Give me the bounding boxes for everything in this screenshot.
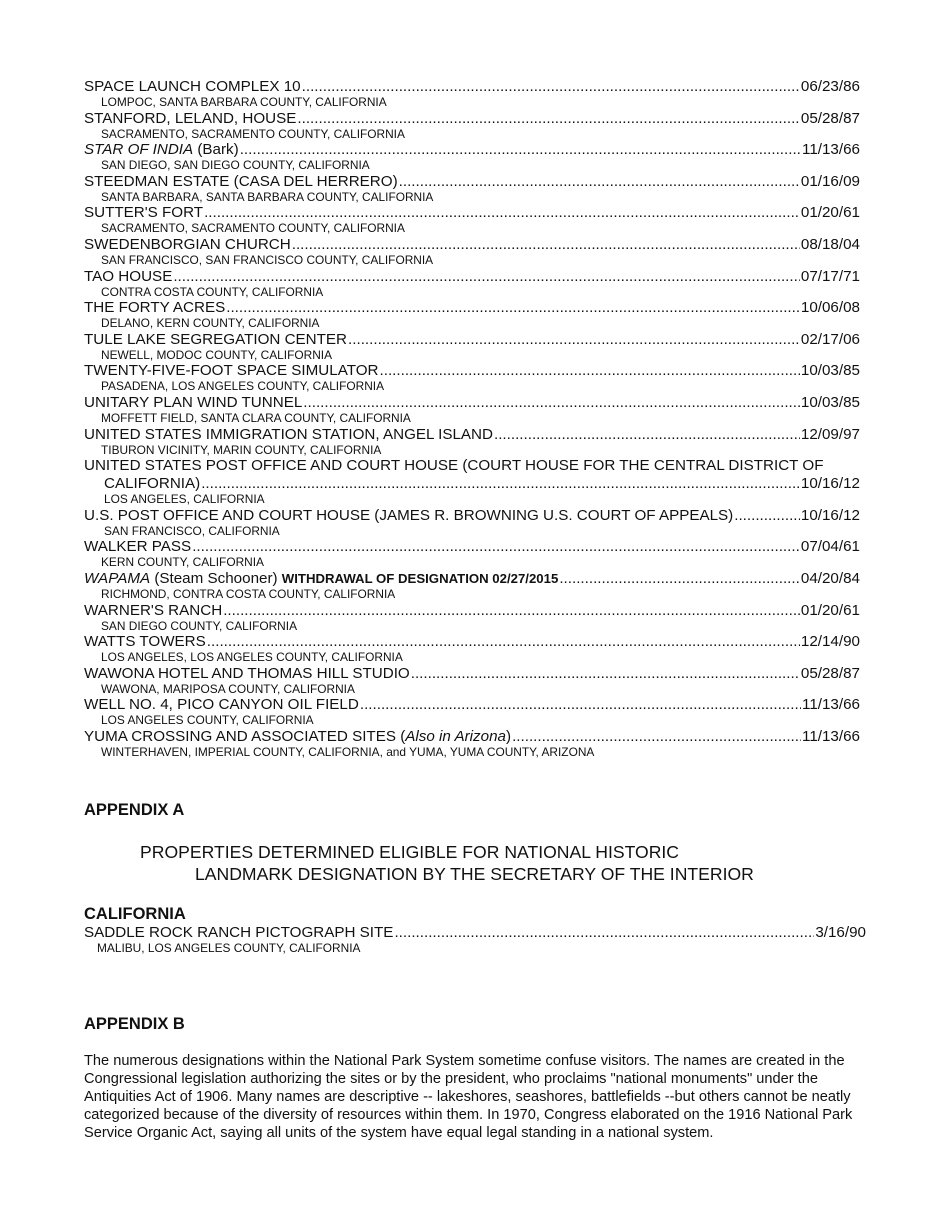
landmark-entry	[84, 331, 860, 363]
landmark-location: SACRAMENTO, SACRAMENTO COUNTY, CALIFORNIA	[101, 221, 405, 236]
landmark-entry	[84, 173, 860, 205]
designation-date: 04/20/84	[800, 569, 860, 587]
appendix-a-title-line2: LANDMARK DESIGNATION BY THE SECRETARY OF THE INTERIOR	[195, 864, 754, 884]
designation-date: 11/13/66	[802, 141, 860, 159]
designation-date: 06/23/86	[800, 78, 860, 95]
landmark-location: SAN DIEGO COUNTY, CALIFORNIA	[101, 618, 298, 633]
landmark-name: UNITED STATES IMMIGRATION STATION, ANGEL ISLAND	[84, 425, 493, 443]
landmark-entry	[84, 204, 860, 236]
landmark-entry	[84, 268, 860, 300]
landmark-location: SACRAMENTO, SACRAMENTO COUNTY, CALIFORNIA	[101, 126, 405, 141]
landmark-name: SWEDENBORGIAN CHURCH	[84, 235, 291, 253]
landmark-entry	[84, 633, 860, 665]
landmark-name: TULE LAKE SEGREGATION CENTER	[84, 330, 348, 348]
landmark-location: SAN FRANCISCO, CALIFORNIA	[104, 523, 280, 538]
leader-dots	[360, 696, 801, 713]
withdrawal-note: WITHDRAWAL OF DESIGNATION 02/27/2015	[281, 570, 559, 586]
leader-dots	[559, 570, 800, 587]
landmark-name: WAWONA HOTEL AND THOMAS HILL STUDIO	[84, 664, 410, 682]
landmark-location: SAN DIEGO, SAN DIEGO COUNTY, CALIFORNIA	[101, 158, 370, 173]
landmark-name: TAO HOUSE	[84, 267, 173, 285]
landmark-name: SUTTER'S FORT	[84, 204, 204, 222]
leader-dots	[292, 236, 800, 253]
landmark-name	[84, 570, 558, 587]
landmark-entry	[84, 362, 860, 394]
landmark-location: MOFFETT FIELD, SANTA CLARA COUNTY, CALIFORNIA	[101, 410, 411, 425]
leader-dots	[201, 475, 800, 492]
landmark-entry	[84, 426, 860, 458]
appendix-b-paragraph: The numerous designations within the National Park System sometime confuse visitors. The names are created in the Congressional legislation authorizing the sites or by the president, who proclaims "national monuments" under the Antiquities Act of 1906. Many names are descriptive -- lakeshores, seashores, battlefields --but others cannot be neatly categorized because of the diversity of resources within them. In 1970, Congress elaborated on the 1916 National Park Service Organic Act, saying all units of the system have equal legal standing in a national system.	[84, 1053, 853, 1141]
designation-date: 10/03/85	[800, 393, 860, 411]
appendix-a-title-line1: PROPERTIES DETERMINED ELIGIBLE FOR NATIONAL HISTORIC	[140, 842, 679, 862]
landmark-name: THE FORTY ACRES	[84, 299, 226, 317]
landmark-entry	[84, 236, 860, 268]
designation-date: 10/06/08	[800, 299, 860, 317]
landmark-name-line2: CALIFORNIA)	[104, 475, 201, 493]
eligible-property-entry	[84, 924, 866, 956]
landmark-name	[84, 141, 239, 158]
designation-date: 05/28/87	[800, 664, 860, 682]
leader-dots	[192, 538, 800, 555]
leader-dots	[734, 507, 800, 524]
designation-date: 11/13/66	[802, 696, 860, 714]
landmark-entry	[84, 110, 860, 142]
appendix-a-heading: APPENDIX A	[84, 801, 185, 819]
landmark-entry	[84, 78, 860, 110]
leader-dots	[512, 728, 801, 745]
state-heading: CALIFORNIA	[84, 905, 186, 923]
landmark-location: DELANO, KERN COUNTY, CALIFORNIA	[101, 316, 320, 331]
vessel-type: (Steam Schooner)	[150, 569, 282, 587]
landmark-location: NEWELL, MODOC COUNTY, CALIFORNIA	[101, 347, 333, 362]
landmark-name: WARNER'S RANCH	[84, 601, 223, 619]
landmark-location: SAN FRANCISCO, SAN FRANCISCO COUNTY, CALIFORNIA	[101, 252, 434, 267]
leader-dots	[297, 110, 799, 127]
landmark-entry	[84, 457, 860, 507]
landmark-entry	[84, 507, 860, 539]
landmark-location: LOS ANGELES, LOS ANGELES COUNTY, CALIFORNIA	[101, 650, 403, 665]
landmark-name: SPACE LAUNCH COMPLEX 10	[84, 78, 301, 95]
property-name: SADDLE ROCK RANCH PICTOGRAPH SITE	[84, 924, 394, 941]
leader-dots	[226, 299, 800, 316]
vessel-type: (Bark)	[193, 141, 239, 159]
landmark-name: STEEDMAN ESTATE (CASA DEL HERRERO)	[84, 172, 398, 190]
designation-date: 01/16/09	[800, 172, 860, 190]
designation-date: 02/17/06	[800, 330, 860, 348]
determination-date: 3/16/90	[815, 924, 866, 941]
landmark-location: LOS ANGELES, CALIFORNIA	[104, 492, 265, 507]
landmark-name: WALKER PASS	[84, 538, 192, 556]
landmark-location: SANTA BARBARA, SANTA BARBARA COUNTY, CALIFORNIA	[101, 189, 434, 204]
appendix-b-heading: APPENDIX B	[84, 1015, 185, 1033]
leader-dots	[204, 204, 800, 221]
landmark-name: UNITARY PLAN WIND TUNNEL	[84, 393, 303, 411]
landmark-entry	[84, 141, 860, 173]
landmark-location: WINTERHAVEN, IMPERIAL COUNTY, CALIFORNIA, and YUMA, YUMA COUNTY, ARIZONA	[101, 744, 595, 759]
landmark-name-line1: UNITED STATES POST OFFICE AND COURT HOUSE (COURT HOUSE FOR THE CENTRAL DISTRICT OF	[84, 457, 824, 475]
leader-dots	[207, 633, 800, 650]
landmark-entry	[84, 538, 860, 570]
landmark-name-start: YUMA CROSSING AND ASSOCIATED SITES (	[84, 727, 406, 745]
leader-dots	[302, 78, 800, 95]
landmark-location: LOMPOC, SANTA BARBARA COUNTY, CALIFORNIA	[101, 95, 387, 109]
landmark-location: PASADENA, LOS ANGELES COUNTY, CALIFORNIA	[101, 379, 385, 394]
leader-dots	[494, 426, 800, 443]
vessel-name: WAPAMA	[84, 569, 151, 587]
landmark-location: RICHMOND, CONTRA COSTA COUNTY, CALIFORNIA	[101, 586, 396, 601]
landmark-name: STANFORD, LELAND, HOUSE	[84, 109, 297, 127]
designation-date: 08/18/04	[800, 235, 860, 253]
leader-dots	[223, 602, 800, 619]
landmark-name	[84, 728, 511, 745]
designation-date: 07/04/61	[800, 538, 860, 556]
landmark-list	[84, 78, 860, 759]
landmark-entry	[84, 602, 860, 634]
landmark-name: TWENTY-FIVE-FOOT SPACE SIMULATOR	[84, 362, 379, 380]
designation-date: 12/14/90	[800, 633, 860, 651]
designation-date: 10/16/12	[800, 475, 860, 493]
designation-date: 01/20/61	[800, 601, 860, 619]
landmark-location: LOS ANGELES COUNTY, CALIFORNIA	[101, 713, 314, 728]
property-location: MALIBU, LOS ANGELES COUNTY, CALIFORNIA	[97, 941, 361, 955]
appendix-a-list	[84, 924, 866, 956]
landmark-location: WAWONA, MARIPOSA COUNTY, CALIFORNIA	[101, 681, 355, 696]
leader-dots	[303, 394, 800, 411]
landmark-name-end: )	[506, 727, 512, 745]
landmark-location: TIBURON VICINITY, MARIN COUNTY, CALIFORNIA	[101, 442, 382, 457]
document-page	[84, 78, 866, 1141]
leader-dots	[240, 141, 801, 158]
landmark-location: CONTRA COSTA COUNTY, CALIFORNIA	[101, 284, 324, 299]
leader-dots	[411, 665, 800, 682]
landmark-name: WELL NO. 4, PICO CANYON OIL FIELD	[84, 696, 359, 714]
designation-date: 05/28/87	[800, 109, 860, 127]
leader-dots	[380, 362, 800, 379]
designation-date: 10/16/12	[800, 506, 860, 524]
landmark-name: U.S. POST OFFICE AND COURT HOUSE (JAMES R. BROWNING U.S. COURT OF APPEALS)	[84, 506, 734, 524]
landmark-entry	[84, 728, 860, 760]
landmark-entry	[84, 696, 860, 728]
leader-dots	[394, 924, 814, 941]
landmark-entry	[84, 394, 860, 426]
landmark-location: KERN COUNTY, CALIFORNIA	[101, 555, 264, 570]
designation-date: 11/13/66	[802, 727, 860, 745]
designation-date: 01/20/61	[800, 204, 860, 222]
leader-dots	[399, 173, 800, 190]
designation-date: 07/17/71	[800, 267, 860, 285]
landmark-name: WATTS TOWERS	[84, 633, 206, 651]
leader-dots	[348, 331, 800, 348]
landmark-entry	[84, 299, 860, 331]
designation-date: 12/09/97	[800, 425, 860, 443]
vessel-name: STAR OF INDIA	[84, 141, 194, 159]
landmark-entry	[84, 665, 860, 697]
landmark-entry	[84, 570, 860, 602]
designation-date: 10/03/85	[800, 362, 860, 380]
leader-dots	[173, 268, 800, 285]
state-note: Also in Arizona	[405, 727, 506, 745]
